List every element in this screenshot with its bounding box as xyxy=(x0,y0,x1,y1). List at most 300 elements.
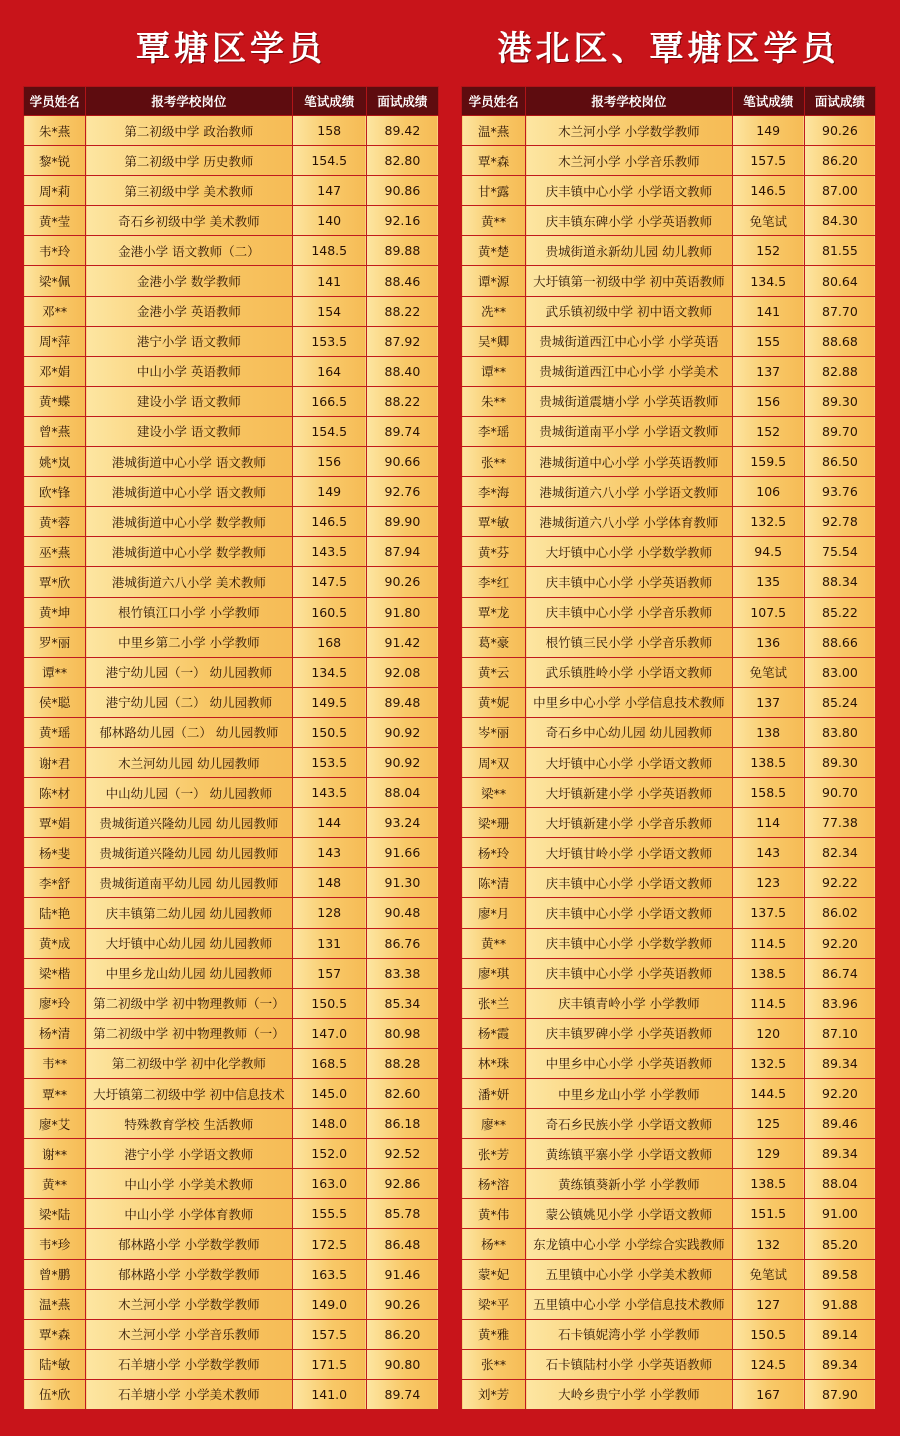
cell-student-name: 林*珠 xyxy=(462,1048,526,1078)
cell-interview-score: 87.92 xyxy=(366,326,438,356)
cell-written-score: 149 xyxy=(292,477,366,507)
cell-interview-score: 86.48 xyxy=(366,1229,438,1259)
cell-interview-score: 85.78 xyxy=(366,1199,438,1229)
cell-position: 庆丰镇中心小学 小学音乐教师 xyxy=(526,597,732,627)
cell-position: 中山幼儿园（一） 幼儿园教师 xyxy=(86,778,292,808)
cell-interview-score: 89.30 xyxy=(804,747,875,777)
cell-written-score: 159.5 xyxy=(732,447,804,477)
cell-position: 贵城街道西江中心小学 小学英语 xyxy=(526,326,732,356)
table-row xyxy=(462,1169,876,1199)
table-row xyxy=(24,386,439,416)
header-interview-score: 面试成绩 xyxy=(804,87,875,116)
cell-written-score: 141 xyxy=(292,266,366,296)
left-score-table xyxy=(23,86,439,1410)
cell-interview-score: 83.38 xyxy=(366,958,438,988)
cell-student-name: 梁*楷 xyxy=(24,958,86,988)
cell-position: 第二初级中学 初中化学教师 xyxy=(86,1048,292,1078)
cell-interview-score: 87.10 xyxy=(804,1018,875,1048)
cell-student-name: 张** xyxy=(462,447,526,477)
cell-interview-score: 88.22 xyxy=(366,386,438,416)
table-row xyxy=(24,958,439,988)
cell-interview-score: 83.00 xyxy=(804,657,875,687)
cell-student-name: 李*海 xyxy=(462,477,526,507)
cell-student-name: 廖*艾 xyxy=(24,1109,86,1139)
cell-position: 中山小学 小学体育教师 xyxy=(86,1199,292,1229)
cell-position: 大圩镇中心小学 小学语文教师 xyxy=(526,747,732,777)
cell-written-score: 136 xyxy=(732,627,804,657)
cell-interview-score: 87.00 xyxy=(804,176,875,206)
table-row xyxy=(24,838,439,868)
cell-interview-score: 90.80 xyxy=(366,1349,438,1379)
table-row xyxy=(462,1259,876,1289)
table-row xyxy=(462,868,876,898)
table-row xyxy=(462,567,876,597)
cell-written-score: 155 xyxy=(732,326,804,356)
table-row xyxy=(24,657,439,687)
table-row xyxy=(24,326,439,356)
cell-student-name: 廖*琪 xyxy=(462,958,526,988)
cell-written-score: 114 xyxy=(732,808,804,838)
cell-position: 大圩镇新建小学 小学音乐教师 xyxy=(526,808,732,838)
cell-written-score: 137.5 xyxy=(732,898,804,928)
table-row xyxy=(24,717,439,747)
cell-interview-score: 89.30 xyxy=(804,386,875,416)
cell-position: 庆丰镇中心小学 小学语文教师 xyxy=(526,176,732,206)
table-row xyxy=(462,537,876,567)
cell-interview-score: 88.40 xyxy=(366,356,438,386)
table-row xyxy=(24,808,439,838)
table-row xyxy=(24,1018,439,1048)
cell-position: 庆丰镇青岭小学 小学教师 xyxy=(526,988,732,1018)
cell-written-score: 157.5 xyxy=(732,146,804,176)
cell-interview-score: 86.74 xyxy=(804,958,875,988)
cell-position: 奇石乡中心幼儿园 幼儿园教师 xyxy=(526,717,732,747)
cell-student-name: 李*红 xyxy=(462,567,526,597)
cell-interview-score: 91.46 xyxy=(366,1259,438,1289)
cell-student-name: 黄*蝶 xyxy=(24,386,86,416)
cell-student-name: 杨*清 xyxy=(24,1018,86,1048)
table-row xyxy=(24,1349,439,1379)
cell-written-score: 166.5 xyxy=(292,386,366,416)
cell-position: 中里乡第二小学 小学教师 xyxy=(86,627,292,657)
cell-interview-score: 89.34 xyxy=(804,1139,875,1169)
cell-written-score: 140 xyxy=(292,206,366,236)
cell-written-score: 137 xyxy=(732,687,804,717)
cell-position: 第二初级中学 初中物理教师（一） xyxy=(86,1018,292,1048)
table-row xyxy=(462,717,876,747)
cell-position: 第二初级中学 政治教师 xyxy=(86,116,292,146)
cell-written-score: 143 xyxy=(732,838,804,868)
cell-student-name: 温*燕 xyxy=(462,116,526,146)
cell-written-score: 150.5 xyxy=(732,1319,804,1349)
cell-student-name: 梁*平 xyxy=(462,1289,526,1319)
cell-student-name: 覃*欣 xyxy=(24,567,86,597)
left-panel-title: 覃塘区学员 xyxy=(136,29,326,69)
cell-written-score: 163.5 xyxy=(292,1259,366,1289)
cell-student-name: 黄*妮 xyxy=(462,687,526,717)
cell-interview-score: 86.50 xyxy=(804,447,875,477)
table-row xyxy=(462,1199,876,1229)
table-row xyxy=(24,1169,439,1199)
table-row xyxy=(24,116,439,146)
cell-interview-score: 89.90 xyxy=(366,507,438,537)
cell-student-name: 黄** xyxy=(462,928,526,958)
cell-interview-score: 90.26 xyxy=(366,1289,438,1319)
table-row xyxy=(24,1109,439,1139)
cell-student-name: 黄*云 xyxy=(462,657,526,687)
table-row xyxy=(24,356,439,386)
cell-student-name: 黎*锐 xyxy=(24,146,86,176)
table-row xyxy=(462,1379,876,1409)
cell-interview-score: 91.42 xyxy=(366,627,438,657)
header-name: 学员姓名 xyxy=(24,87,86,116)
table-row xyxy=(462,1139,876,1169)
cell-student-name: 谭** xyxy=(462,356,526,386)
cell-written-score: 152 xyxy=(732,236,804,266)
cell-student-name: 姚*岚 xyxy=(24,447,86,477)
cell-position: 黄练镇平寨小学 小学语文教师 xyxy=(526,1139,732,1169)
cell-interview-score: 91.66 xyxy=(366,838,438,868)
cell-written-score: 114.5 xyxy=(732,928,804,958)
cell-position: 东龙镇中心小学 小学综合实践教师 xyxy=(526,1229,732,1259)
cell-position: 庆丰镇中心小学 小学语文教师 xyxy=(526,898,732,928)
table-row xyxy=(462,1048,876,1078)
cell-student-name: 张** xyxy=(462,1349,526,1379)
cell-written-score: 144 xyxy=(292,808,366,838)
cell-student-name: 覃** xyxy=(24,1079,86,1109)
cell-interview-score: 87.94 xyxy=(366,537,438,567)
cell-position: 金港小学 语文教师（二） xyxy=(86,236,292,266)
table-row xyxy=(462,266,876,296)
table-row xyxy=(24,477,439,507)
cell-written-score: 147 xyxy=(292,176,366,206)
cell-position: 武乐镇胜岭小学 小学语文教师 xyxy=(526,657,732,687)
cell-position: 庆丰镇罗碑小学 小学英语教师 xyxy=(526,1018,732,1048)
cell-student-name: 覃*龙 xyxy=(462,597,526,627)
cell-written-score: 163.0 xyxy=(292,1169,366,1199)
cell-position: 港宁幼儿园（二） 幼儿园教师 xyxy=(86,687,292,717)
cell-position: 贵城街道震塘小学 小学英语教师 xyxy=(526,386,732,416)
cell-written-score: 154.5 xyxy=(292,146,366,176)
cell-position: 第二初级中学 初中物理教师（一） xyxy=(86,988,292,1018)
cell-position: 金港小学 英语教师 xyxy=(86,296,292,326)
cell-written-score: 132.5 xyxy=(732,507,804,537)
cell-student-name: 韦*玲 xyxy=(24,236,86,266)
cell-written-score: 160.5 xyxy=(292,597,366,627)
cell-interview-score: 89.46 xyxy=(804,1109,875,1139)
table-row xyxy=(24,687,439,717)
cell-interview-score: 89.74 xyxy=(366,1379,438,1409)
cell-position: 根竹镇三民小学 小学音乐教师 xyxy=(526,627,732,657)
cell-position: 五里镇中心小学 小学美术教师 xyxy=(526,1259,732,1289)
cell-interview-score: 91.88 xyxy=(804,1289,875,1319)
table-row xyxy=(462,386,876,416)
cell-written-score: 164 xyxy=(292,356,366,386)
cell-written-score: 155.5 xyxy=(292,1199,366,1229)
cell-position: 木兰河小学 小学数学教师 xyxy=(86,1289,292,1319)
cell-written-score: 157.5 xyxy=(292,1319,366,1349)
table-row xyxy=(462,416,876,446)
cell-student-name: 覃*娟 xyxy=(24,808,86,838)
cell-position: 港城街道六八小学 小学语文教师 xyxy=(526,477,732,507)
cell-interview-score: 89.70 xyxy=(804,416,875,446)
cell-student-name: 谭*源 xyxy=(462,266,526,296)
cell-interview-score: 82.88 xyxy=(804,356,875,386)
cell-position: 郁林路小学 小学数学教师 xyxy=(86,1259,292,1289)
cell-position: 大圩镇中心小学 小学数学教师 xyxy=(526,537,732,567)
cell-position: 贵城街道兴隆幼儿园 幼儿园教师 xyxy=(86,808,292,838)
cell-student-name: 谭** xyxy=(24,657,86,687)
cell-written-score: 152 xyxy=(732,416,804,446)
cell-position: 中里乡龙山幼儿园 幼儿园教师 xyxy=(86,958,292,988)
table-row xyxy=(24,1229,439,1259)
cell-written-score: 149.5 xyxy=(292,687,366,717)
table-row xyxy=(24,176,439,206)
cell-written-score: 94.5 xyxy=(732,537,804,567)
cell-student-name: 黄*蓉 xyxy=(24,507,86,537)
table-row xyxy=(24,266,439,296)
cell-position: 港宁幼儿园（一） 幼儿园教师 xyxy=(86,657,292,687)
cell-position: 五里镇中心小学 小学信息技术教师 xyxy=(526,1289,732,1319)
cell-written-score: 138.5 xyxy=(732,958,804,988)
cell-interview-score: 92.86 xyxy=(366,1169,438,1199)
cell-position: 庆丰镇第二幼儿园 幼儿园教师 xyxy=(86,898,292,928)
cell-interview-score: 90.86 xyxy=(366,176,438,206)
table-row xyxy=(462,1289,876,1319)
cell-written-score: 135 xyxy=(732,567,804,597)
cell-student-name: 周*莉 xyxy=(24,176,86,206)
cell-position: 港城街道中心小学 语文教师 xyxy=(86,477,292,507)
cell-position: 石羊塘小学 小学数学教师 xyxy=(86,1349,292,1379)
cell-written-score: 134.5 xyxy=(292,657,366,687)
cell-position: 庆丰镇中心小学 小学英语教师 xyxy=(526,958,732,988)
cell-student-name: 罗*丽 xyxy=(24,627,86,657)
cell-student-name: 陈*材 xyxy=(24,778,86,808)
cell-position: 奇石乡初级中学 美术教师 xyxy=(86,206,292,236)
cell-written-score: 147.5 xyxy=(292,567,366,597)
cell-written-score: 124.5 xyxy=(732,1349,804,1379)
cell-written-score: 153.5 xyxy=(292,326,366,356)
table-row xyxy=(462,1319,876,1349)
table-row xyxy=(462,1109,876,1139)
cell-position: 郁林路幼儿园（二） 幼儿园教师 xyxy=(86,717,292,747)
cell-written-score: 157 xyxy=(292,958,366,988)
cell-student-name: 曾*燕 xyxy=(24,416,86,446)
table-row xyxy=(462,808,876,838)
cell-position: 庆丰镇中心小学 小学英语教师 xyxy=(526,567,732,597)
cell-interview-score: 90.66 xyxy=(366,447,438,477)
table-row xyxy=(24,1319,439,1349)
cell-interview-score: 90.26 xyxy=(804,116,875,146)
table-row xyxy=(24,146,439,176)
cell-student-name: 邓*娟 xyxy=(24,356,86,386)
cell-interview-score: 89.48 xyxy=(366,687,438,717)
table-row xyxy=(462,627,876,657)
cell-position: 港宁小学 小学语文教师 xyxy=(86,1139,292,1169)
cell-student-name: 周*萍 xyxy=(24,326,86,356)
table-row xyxy=(24,206,439,236)
cell-student-name: 廖*月 xyxy=(462,898,526,928)
cell-student-name: 黄*莹 xyxy=(24,206,86,236)
cell-interview-score: 85.34 xyxy=(366,988,438,1018)
cell-written-score: 129 xyxy=(732,1139,804,1169)
cell-position: 港城街道六八小学 美术教师 xyxy=(86,567,292,597)
cell-position: 蒙公镇姚见小学 小学语文教师 xyxy=(526,1199,732,1229)
cell-student-name: 覃*敏 xyxy=(462,507,526,537)
cell-written-score: 141.0 xyxy=(292,1379,366,1409)
cell-position: 石卡镇陆村小学 小学英语教师 xyxy=(526,1349,732,1379)
cell-interview-score: 88.34 xyxy=(804,567,875,597)
table-row xyxy=(24,567,439,597)
cell-interview-score: 90.70 xyxy=(804,778,875,808)
table-row xyxy=(24,236,439,266)
cell-written-score: 131 xyxy=(292,928,366,958)
header-written-score: 笔试成绩 xyxy=(292,87,366,116)
cell-position: 石羊塘小学 小学美术教师 xyxy=(86,1379,292,1409)
cell-position: 木兰河小学 小学音乐教师 xyxy=(526,146,732,176)
cell-written-score: 132.5 xyxy=(732,1048,804,1078)
table-row xyxy=(24,447,439,477)
cell-written-score: 143.5 xyxy=(292,537,366,567)
table-row xyxy=(462,1018,876,1048)
cell-written-score: 148.0 xyxy=(292,1109,366,1139)
cell-written-score: 免笔试 xyxy=(732,657,804,687)
table-header-row xyxy=(462,87,876,116)
table-row xyxy=(24,898,439,928)
table-row xyxy=(462,687,876,717)
cell-student-name: 朱** xyxy=(462,386,526,416)
table-row xyxy=(24,597,439,627)
table-row xyxy=(24,1139,439,1169)
cell-written-score: 158 xyxy=(292,116,366,146)
cell-position: 港城街道中心小学 小学英语教师 xyxy=(526,447,732,477)
cell-position: 中里乡中心小学 小学信息技术教师 xyxy=(526,687,732,717)
left-panel xyxy=(23,0,439,1410)
cell-written-score: 147.0 xyxy=(292,1018,366,1048)
cell-position: 木兰河幼儿园 幼儿园教师 xyxy=(86,747,292,777)
cell-written-score: 168.5 xyxy=(292,1048,366,1078)
cell-student-name: 杨** xyxy=(462,1229,526,1259)
cell-student-name: 梁*佩 xyxy=(24,266,86,296)
cell-student-name: 黄*瑶 xyxy=(24,717,86,747)
cell-written-score: 127 xyxy=(732,1289,804,1319)
cell-interview-score: 88.68 xyxy=(804,326,875,356)
cell-student-name: 黄** xyxy=(462,206,526,236)
cell-interview-score: 80.64 xyxy=(804,266,875,296)
cell-written-score: 146.5 xyxy=(292,507,366,537)
cell-written-score: 141 xyxy=(732,296,804,326)
cell-interview-score: 89.58 xyxy=(804,1259,875,1289)
cell-interview-score: 86.76 xyxy=(366,928,438,958)
table-row xyxy=(462,928,876,958)
cell-student-name: 梁** xyxy=(462,778,526,808)
table-row xyxy=(24,1379,439,1409)
cell-written-score: 148 xyxy=(292,868,366,898)
cell-interview-score: 92.08 xyxy=(366,657,438,687)
table-row xyxy=(462,747,876,777)
cell-interview-score: 92.22 xyxy=(804,868,875,898)
cell-position: 中里乡龙山小学 小学教师 xyxy=(526,1079,732,1109)
cell-position: 黄练镇葵新小学 小学教师 xyxy=(526,1169,732,1199)
table-row xyxy=(24,537,439,567)
cell-position: 金港小学 数学教师 xyxy=(86,266,292,296)
cell-student-name: 伍*欣 xyxy=(24,1379,86,1409)
table-row xyxy=(462,146,876,176)
cell-interview-score: 91.80 xyxy=(366,597,438,627)
cell-written-score: 153.5 xyxy=(292,747,366,777)
cell-interview-score: 83.96 xyxy=(804,988,875,1018)
cell-interview-score: 89.34 xyxy=(804,1048,875,1078)
cell-interview-score: 89.42 xyxy=(366,116,438,146)
table-row xyxy=(24,988,439,1018)
table-row xyxy=(462,1079,876,1109)
cell-student-name: 温*燕 xyxy=(24,1289,86,1319)
cell-student-name: 谢*君 xyxy=(24,747,86,777)
cell-student-name: 侯*聪 xyxy=(24,687,86,717)
table-row xyxy=(24,627,439,657)
cell-position: 港宁小学 语文教师 xyxy=(86,326,292,356)
cell-student-name: 韦*珍 xyxy=(24,1229,86,1259)
header-written-score: 笔试成绩 xyxy=(732,87,804,116)
cell-student-name: 黄*雅 xyxy=(462,1319,526,1349)
cell-student-name: 廖** xyxy=(462,1109,526,1139)
cell-student-name: 覃*森 xyxy=(24,1319,86,1349)
cell-student-name: 岑*丽 xyxy=(462,717,526,747)
cell-written-score: 154.5 xyxy=(292,416,366,446)
cell-student-name: 陈*清 xyxy=(462,868,526,898)
cell-student-name: 巫*燕 xyxy=(24,537,86,567)
cell-written-score: 138.5 xyxy=(732,747,804,777)
cell-written-score: 171.5 xyxy=(292,1349,366,1379)
cell-written-score: 107.5 xyxy=(732,597,804,627)
header-interview-score: 面试成绩 xyxy=(366,87,438,116)
cell-student-name: 黄*楚 xyxy=(462,236,526,266)
cell-position: 第二初级中学 历史教师 xyxy=(86,146,292,176)
cell-written-score: 172.5 xyxy=(292,1229,366,1259)
right-panel xyxy=(461,0,876,1410)
cell-written-score: 156 xyxy=(292,447,366,477)
table-row xyxy=(462,657,876,687)
cell-written-score: 154 xyxy=(292,296,366,326)
cell-interview-score: 87.70 xyxy=(804,296,875,326)
table-row xyxy=(24,1079,439,1109)
cell-interview-score: 90.26 xyxy=(366,567,438,597)
cell-interview-score: 91.00 xyxy=(804,1199,875,1229)
cell-student-name: 刘*芳 xyxy=(462,1379,526,1409)
cell-position: 根竹镇江口小学 小学教师 xyxy=(86,597,292,627)
cell-position: 大圩镇新建小学 小学英语教师 xyxy=(526,778,732,808)
cell-written-score: 152.0 xyxy=(292,1139,366,1169)
cell-student-name: 梁*珊 xyxy=(462,808,526,838)
cell-interview-score: 92.20 xyxy=(804,928,875,958)
cell-written-score: 132 xyxy=(732,1229,804,1259)
cell-interview-score: 77.38 xyxy=(804,808,875,838)
cell-position: 大岭乡贵宁小学 小学教师 xyxy=(526,1379,732,1409)
header-position: 报考学校岗位 xyxy=(86,87,292,116)
cell-interview-score: 83.80 xyxy=(804,717,875,747)
right-score-table xyxy=(461,86,876,1410)
cell-position: 港城街道中心小学 数学教师 xyxy=(86,537,292,567)
cell-position: 第三初级中学 美术教师 xyxy=(86,176,292,206)
cell-position: 大圩镇中心幼儿园 幼儿园教师 xyxy=(86,928,292,958)
cell-position: 建设小学 语文教师 xyxy=(86,416,292,446)
table-row xyxy=(462,507,876,537)
table-row xyxy=(24,1199,439,1229)
cell-interview-score: 92.52 xyxy=(366,1139,438,1169)
cell-student-name: 杨*溶 xyxy=(462,1169,526,1199)
cell-interview-score: 90.92 xyxy=(366,747,438,777)
table-row xyxy=(24,507,439,537)
